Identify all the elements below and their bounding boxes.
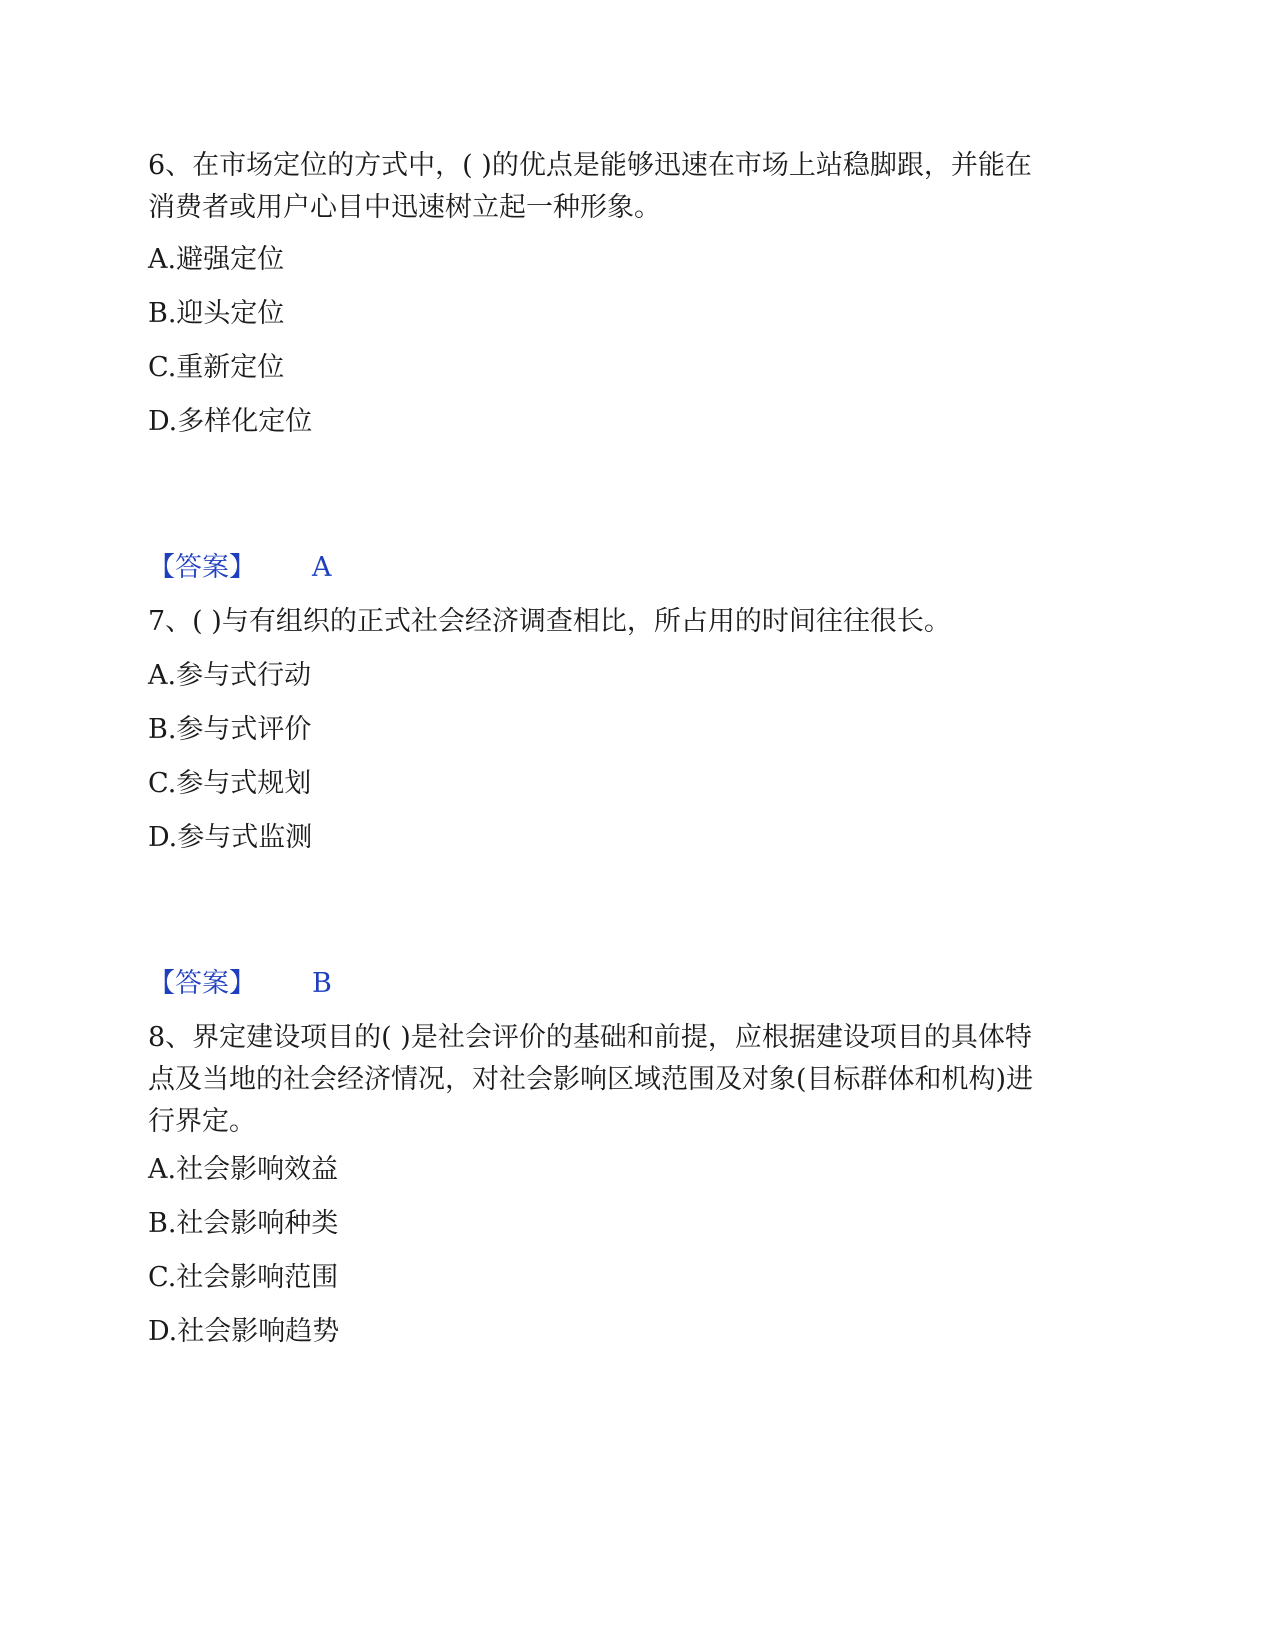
- question-6-stem-line-2: 消费者或用户心目中迅速树立起一种形象。: [148, 192, 661, 223]
- question-6-answer: [148, 546, 1128, 590]
- question-6-stem-line-1: 6、在市场定位的方式中，( )的优点是能够迅速在市场上站稳脚跟，并能在: [148, 150, 1032, 181]
- question-6-option-c: C.重新定位: [148, 352, 285, 383]
- question-7-answer: [148, 962, 1128, 1006]
- answer-value: B: [312, 968, 332, 999]
- question-8-option-c: C.社会影响范围: [148, 1262, 339, 1293]
- question-7-option-c: C.参与式规划: [148, 768, 312, 799]
- answer-value: A: [312, 552, 332, 583]
- question-8-option-b: B.社会影响种类: [148, 1208, 339, 1239]
- question-8-stem-line-2: 点及当地的社会经济情况，对社会影响区域范围及对象(目标群体和机构)进: [148, 1064, 1034, 1095]
- answer-label: 【答案】: [148, 968, 256, 999]
- question-7-option-a: A.参与式行动: [148, 660, 312, 691]
- question-7-option-b: B.参与式评价: [148, 714, 312, 745]
- question-8-option-d: D.社会影响趋势: [148, 1316, 340, 1347]
- question-6-option-d: D.多样化定位: [148, 406, 313, 437]
- question-6-option-b: B.迎头定位: [148, 298, 285, 329]
- question-8-option-a: A.社会影响效益: [148, 1154, 339, 1185]
- question-7-stem-line-1: 7、( )与有组织的正式社会经济调查相比，所占用的时间往往很长。: [148, 606, 951, 637]
- answer-label: 【答案】: [148, 552, 256, 583]
- question-7-option-d: D.参与式监测: [148, 822, 313, 853]
- question-8-stem-line-3: 行界定。: [148, 1106, 256, 1137]
- question-8-stem-line-1: 8、界定建设项目的( )是社会评价的基础和前提，应根据建设项目的具体特: [148, 1022, 1032, 1053]
- question-6-option-a: A.避强定位: [148, 244, 285, 275]
